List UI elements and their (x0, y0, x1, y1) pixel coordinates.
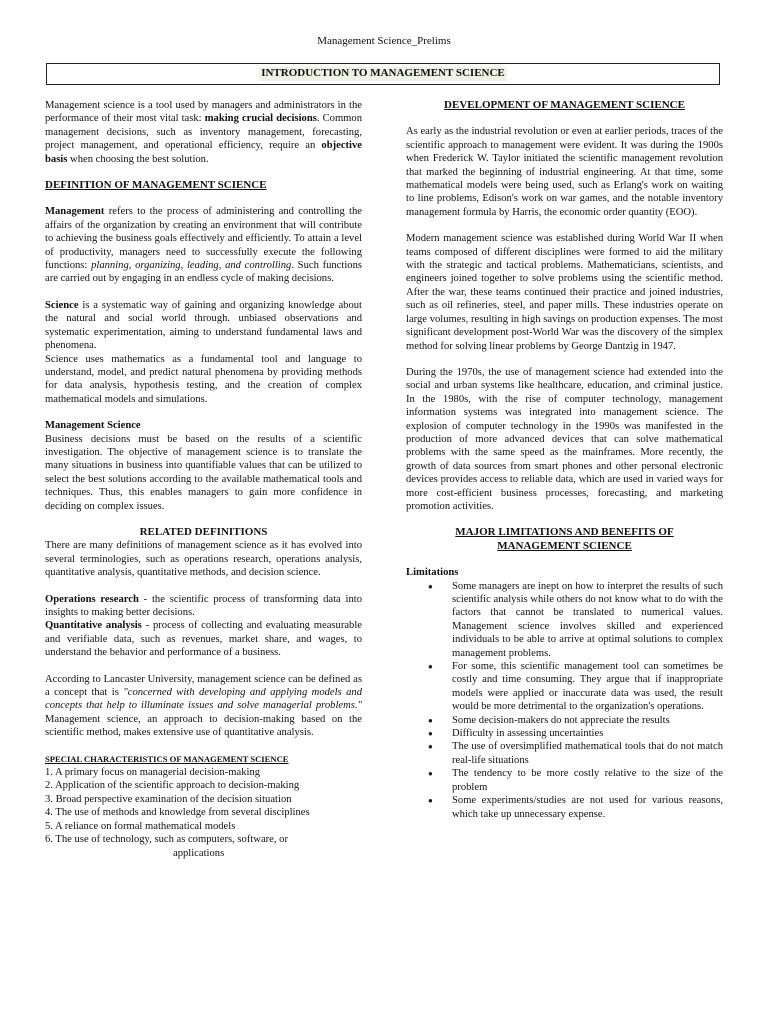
left-column (45, 99, 362, 860)
limitations-label: Limitations (406, 567, 459, 579)
science-term: Science (45, 299, 79, 311)
related-paragraph: There are many definitions of management science as it has evolved into several terminologies, such as operations research, operations analysis, quantitative analysis, quantitative methods, and decision science. (45, 540, 362, 579)
page-header: Management Science_Prelims (317, 35, 451, 47)
quantitative-analysis-paragraph (45, 619, 362, 659)
quantitative-analysis-text: - process of collecting and evaluating measurable and verifiable data, such as revenues, market share, and wages, to understand the behavior and performance of a business. (45, 620, 362, 659)
limitation-item: ● The use of oversimplified mathematical tools that do not match real-life situations (406, 740, 723, 767)
limitation-item: ● Difficulty in assessing uncertainties (406, 727, 723, 740)
operations-research-term: Operations research (45, 593, 139, 605)
definition-heading: DEFINITION OF MANAGEMENT SCIENCE (45, 179, 267, 192)
management-text-2: . Such functions are carried out by engaging in an endless cycle of making decisions. (45, 260, 362, 285)
limitations-heading-line-1: MAJOR LIMITATIONS AND BENEFITS OF (455, 526, 674, 539)
management-paragraph (45, 205, 362, 285)
characteristic-item: 1. A primary focus on managerial decision-making (45, 767, 261, 779)
limitation-item: ● Some decision-makers do not appreciate the results (406, 714, 723, 727)
lancaster-quote: "concerned with developing and applying models and concepts that help to illuminate issues and solve managerial problems." (45, 687, 362, 712)
science-text: is a systematic way of gaining and organizing knowledge about the natural and social world through. unbiased observations and systematic experimentation, aiming to understand fundamental laws and phenomena. (45, 299, 362, 352)
operations-research-text: - the scientific process of transforming data into insights to making better decisions. (45, 593, 362, 618)
intro-paragraph (45, 99, 362, 166)
lancaster-text-2: Management science, an approach to decision-making based on the scientific method, makes extensive use of quantitative analysis. (45, 713, 362, 739)
intro-text-2: . Common management decisions, such as inventory management, forecasting, project management, and operational efficiency, require an (45, 113, 363, 152)
science-paragraph (45, 299, 362, 353)
ms-paragraph: Business decisions must be based on the results of a scientific investigation. The objective of management science is to translate the many situations in business into quantifiable values that can be utilized to select the best solutions according to the available mathematical tools and techniques. Thus, this enables managers to gain more confidence in deciding on complex issues. (45, 433, 362, 512)
lancaster-text-1: According to Lancaster University, management science can be defined as a concept that is (45, 673, 362, 699)
limitations-list (406, 580, 723, 821)
limitation-item: ● Some managers are inept on how to interpret the results of such scientific analysis while others do not know what to do with the factors that cannot be translated to numerical values. Management science involves skilled and experienced individuals to be able to arrive at optimal solutions to complex management problems. (406, 580, 723, 660)
development-paragraph-2: Modern management science was established during World War II when teams composed of different disciplines were formed to aid the military with the strategic and tactical problems. Mathematicians, scientists, and engineers joined together to solve problems using the scientific method. After the war, these teams continued their practice and joined industries, such as oil refineries, steel, and paper mills. These industries operate on large volumes, resulting in high savings on production expenses. The most significant development post-World War was the discovery of the simplex method for solving linear problems by George Dantzig in 1947. (406, 233, 723, 352)
management-text-1: refers to the process of administering and controlling the affairs of the organization by creating an environment that will contribute to achieving the business goals effectively and efficiently. To attain a level of productivity, managers need to successfully execute the following functions: (45, 206, 362, 272)
characteristic-item: 2. Application of the scientific approach to decision-making (45, 780, 300, 792)
management-term: Management (45, 206, 105, 218)
document-title: INTRODUCTION TO MANAGEMENT SCIENCE (261, 67, 505, 80)
limitation-item: ● The tendency to be more costly relative to the size of the problem (406, 767, 723, 794)
ms-heading: Management Science (45, 420, 141, 432)
lancaster-paragraph (45, 673, 362, 740)
limitation-item: ● Some experiments/studies are not used for various reasons, which take up unnecessary expense. (406, 794, 723, 821)
development-heading: DEVELOPMENT OF MANAGEMENT SCIENCE (444, 99, 685, 111)
related-heading: RELATED DEFINITIONS (139, 525, 268, 538)
characteristic-item-continuation: applications (173, 847, 225, 859)
document-title-box (46, 63, 720, 85)
science-paragraph-2: Science uses mathematics as a fundamental tool and language to understand, model, and predict natural phenomena by providing methods for data analysis, hypothesis testing, and the creation of complex mathematical models and simulations. (45, 353, 362, 405)
intro-text-3: when choosing the best solution. (67, 153, 209, 165)
characteristic-item: 5. A reliance on formal mathematical models (45, 820, 236, 832)
quantitative-analysis-term: Quantitative analysis (45, 620, 142, 632)
operations-research-paragraph (45, 593, 362, 620)
intro-text-1: Management science is a tool used by managers and administrators in the performance of their most vital task: (45, 100, 362, 125)
special-characteristics-heading: SPECIAL CHARACTERISTICS OF MANAGEMENT SCIENCE (45, 753, 289, 764)
management-functions: planning, organizing, leading, and controlling (91, 260, 292, 272)
development-paragraph-1: As early as the industrial revolution or even at earlier periods, traces of the scientific approach to management were evident. It was during the 1900s when Frederick W. Taylor initiated the scientific management revolution that marked the beginning of industrial engineering. At that time, some mathematical models were being used, such as Erlang's work on waiting to line problems, Edison's work on war games, and the notable inventory management formula by Harris, the economic order quantity (EOO). (406, 126, 723, 218)
characteristic-item: 3. Broad perspective examination of the decision situation (45, 793, 292, 805)
characteristic-item: 6. The use of technology, such as computers, software, or (45, 834, 289, 846)
development-paragraph-3: During the 1970s, the use of management science had extended into the social and urban systems like healthcare, education, and criminal justice. In the 1980s, with the rise of computer technology, management information systems was integrated into management science. The explosion of computer technology in the 1990s was manifested in the production of more advanced devices that can solve mathematical problems with the same speed as the mainframes. More recently, the growth of data sources from smart phones and other personal electronic devices provides access to reliable data, which are used in varied ways for more cost-efficient business processes, forecasting, and marketing promotion activities. (406, 366, 723, 512)
limitation-item: ● For some, this scientific management tool can sometimes be costly and time consuming. They argue that if inappropriate models were applied or inaccurate data was used, the result would be more detrimental to the organization's operations. (406, 660, 723, 714)
limitations-heading-line-2: MANAGEMENT SCIENCE (497, 539, 632, 552)
intro-bold-1: making crucial decisions (204, 113, 317, 125)
characteristic-item: 4. The use of methods and knowledge from several disciplines (45, 807, 310, 819)
right-column (406, 99, 723, 821)
special-characteristics-list (45, 766, 362, 860)
intro-bold-2: objective basis (45, 140, 362, 165)
